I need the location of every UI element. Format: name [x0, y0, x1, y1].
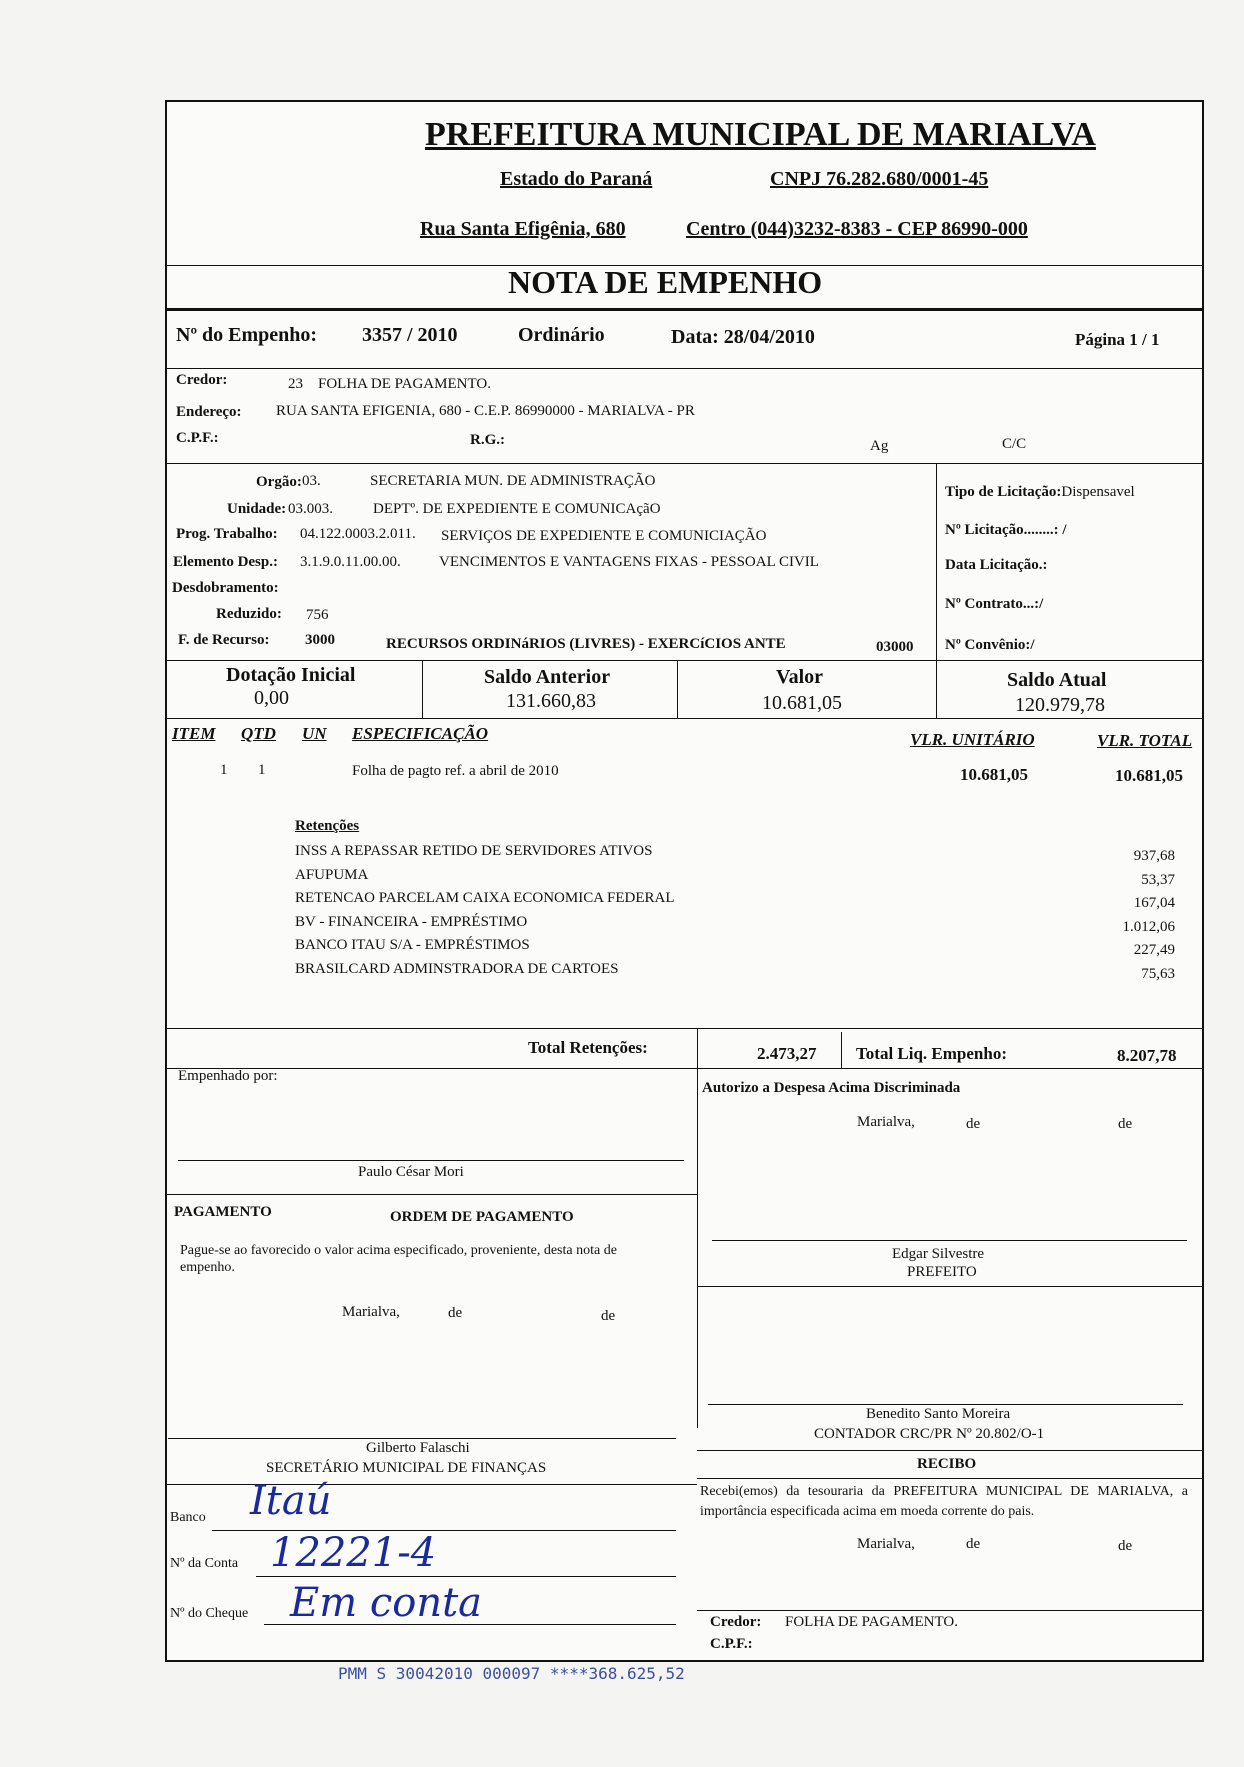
cheque-handwritten: Em conta	[290, 1580, 483, 1626]
credor-label: Credor:	[176, 372, 228, 388]
machine-stamp: PMM S 30042010 000097 ****368.625,52	[338, 1664, 685, 1683]
signer-moreira: Benedito Santo Moreira	[866, 1406, 1011, 1422]
reduzido-value: 756	[306, 607, 329, 623]
elemento-code: 3.1.9.0.11.00.00.	[300, 554, 401, 570]
valor-value: 10.681,05	[762, 692, 842, 714]
signer-silvestre-role: PREFEITO	[907, 1264, 977, 1280]
pagamento-label: PAGAMENTO	[174, 1204, 272, 1220]
ordem-pagamento-label: ORDEM DE PAGAMENTO	[390, 1209, 574, 1225]
recibo-de-1: de	[966, 1536, 981, 1552]
col-vlr-total: VLR. TOTAL	[1097, 731, 1193, 750]
item-unit-value: 10.681,05	[960, 765, 1028, 784]
empenhado-label: Empenhado por:	[178, 1068, 278, 1084]
address-label: Centro (044)3232-8383 - CEP 86990-000	[686, 218, 1028, 240]
credor-address: RUA SANTA EFIGENIA, 680 - C.E.P. 86990000 - MARIALVA - PR	[276, 403, 695, 419]
retencao-value: 937,68	[1133, 848, 1175, 864]
cc-label: C/C	[1002, 436, 1027, 452]
retencoes-title: Retenções	[295, 818, 360, 834]
prog-code: 04.122.0003.2.011.	[300, 526, 416, 542]
contrato-number: Nº Contrato...:/	[945, 596, 1044, 612]
retencao-name: BRASILCARD ADMINSTRADORA DE CARTOES	[295, 960, 619, 977]
street-label: Rua Santa Efigênia, 680	[420, 218, 626, 240]
signer-silvestre: Edgar Silvestre	[892, 1246, 985, 1262]
signer-mori: Paulo César Mori	[358, 1164, 464, 1180]
recibo-text: Recebi(emos) da tesouraria da PREFEITURA MUNICIPAL DE MARIALVA, a importância especificada acima em moeda corrente do pais.	[700, 1484, 1188, 1519]
right-de-2: de	[1118, 1116, 1133, 1132]
retencao-value: 75,63	[1141, 965, 1175, 982]
elemento-label: Elemento Desp.:	[173, 554, 278, 570]
elemento-name: VENCIMENTOS E VANTAGENS FIXAS - PESSOAL CIVIL	[439, 554, 819, 570]
retencao-name: INSS A REPASSAR RETIDO DE SERVIDORES ATIVOS	[295, 843, 653, 859]
recurso-code: 3000	[305, 632, 335, 648]
left-marialva: Marialva,	[342, 1304, 400, 1320]
retencao-value: 53,37	[1141, 871, 1175, 888]
banco-label: Banco	[170, 1510, 206, 1525]
item-qtd: 1	[258, 762, 266, 778]
recibo-credor-value: FOLHA DE PAGAMENTO.	[785, 1614, 958, 1630]
ag-label: Ag	[870, 438, 889, 454]
licitacao-date: Data Licitação.:	[945, 557, 1048, 573]
total-liquido-value: 8.207,78	[1117, 1046, 1177, 1065]
col-un: UN	[302, 724, 327, 743]
retencao-value: 167,04	[1133, 895, 1175, 911]
conta-handwritten: 12221-4	[270, 1530, 437, 1576]
recibo-credor-label: Credor:	[710, 1614, 762, 1630]
empenho-label: Nº do Empenho:	[176, 324, 318, 346]
total-retencoes-label: Total Retenções:	[528, 1038, 648, 1057]
saldo-anterior-label: Saldo Anterior	[484, 666, 611, 688]
address-field-label: Endereço:	[176, 404, 242, 420]
desdobramento-label: Desdobramento:	[172, 580, 279, 596]
recurso-name: RECURSOS ORDINáRIOS (LIVRES) - EXERCíCIOS ANTE	[386, 636, 786, 652]
col-vlr-unitario: VLR. UNITÁRIO	[910, 730, 1035, 749]
unidade-name: DEPTº. DE EXPEDIENTE E COMUNICAçãO	[373, 501, 661, 517]
pague-text: Pague-se ao favorecido o valor acima especificado, proveniente, desta nota de empenho.	[180, 1243, 617, 1275]
unidade-code: 03.003.	[288, 501, 333, 517]
retencao-name: BV - FINANCEIRA - EMPRÉSTIMO	[295, 913, 528, 930]
signer-moreira-role: CONTADOR CRC/PR Nº 20.802/O-1	[814, 1426, 1045, 1442]
unidade-label: Unidade:	[227, 501, 287, 517]
empenho-number: 3357 / 2010	[362, 324, 458, 346]
saldo-atual-label: Saldo Atual	[1007, 669, 1107, 691]
prog-name: SERVIÇOS DE EXPEDIENTE E COMUNICIAÇÃO	[441, 528, 767, 544]
col-qtd: QTD	[241, 724, 276, 743]
banco-handwritten: Itaú	[250, 1478, 332, 1524]
convenio-number: Nº Convênio:/	[945, 637, 1035, 653]
retencoes-list	[295, 840, 674, 981]
prog-label: Prog. Trabalho:	[176, 526, 278, 542]
col-item: ITEM	[172, 724, 216, 743]
col-especificacao: ESPECIFICAÇÃO	[352, 724, 489, 743]
item-total-value: 10.681,05	[1115, 766, 1183, 785]
orgao-code: 03.	[302, 473, 321, 489]
orgao-label: Orgão:	[256, 474, 302, 490]
retencoes-values	[1060, 845, 1175, 986]
empenho-date: Data: 28/04/2010	[671, 326, 815, 348]
page-title: PREFEITURA MUNICIPAL DE MARIALVA	[425, 116, 1096, 153]
state-label: Estado do Paraná	[500, 168, 653, 190]
recibo-title: RECIBO	[917, 1456, 977, 1472]
item-description: Folha de pagto ref. a abril de 2010	[352, 763, 559, 779]
item-number: 1	[220, 762, 228, 778]
conta-label: Nº da Conta	[170, 1556, 239, 1571]
retencao-value: 1.012,06	[1122, 918, 1175, 935]
total-retencoes-value: 2.473,27	[757, 1044, 817, 1063]
page-number: Página 1 / 1	[1075, 330, 1160, 349]
total-liquido-label: Total Liq. Empenho:	[856, 1044, 1007, 1063]
right-de-1: de	[966, 1116, 981, 1132]
left-de-1: de	[448, 1305, 463, 1321]
recurso-number: 03000	[876, 639, 914, 655]
signer-falaschi: Gilberto Falaschi	[366, 1440, 470, 1456]
left-de-2: de	[601, 1308, 616, 1324]
dotacao-label: Dotação Inicial	[226, 664, 356, 686]
recibo-de-2: de	[1118, 1538, 1133, 1554]
autorizo-label: Autorizo a Despesa Acima Discriminada	[702, 1080, 961, 1096]
document-title: NOTA DE EMPENHO	[508, 264, 823, 300]
rg-label: R.G.:	[470, 432, 505, 448]
dotacao-value: 0,00	[254, 687, 289, 709]
retencao-name: AFUPUMA	[295, 866, 369, 883]
credor-name: FOLHA DE PAGAMENTO.	[318, 376, 491, 392]
signer-falaschi-role: SECRETÁRIO MUNICIPAL DE FINANÇAS	[266, 1460, 547, 1476]
right-marialva: Marialva,	[857, 1114, 915, 1130]
licitacao-number: Nº Licitação........: /	[945, 522, 1067, 538]
retencao-value: 227,49	[1133, 942, 1175, 958]
cnpj-label: CNPJ 76.282.680/0001-45	[770, 168, 989, 190]
empenho-type: Ordinário	[518, 324, 605, 346]
valor-label: Valor	[776, 666, 824, 688]
retencao-name: BANCO ITAU S/A - EMPRÉSTIMOS	[295, 937, 530, 953]
cpf-label: C.P.F.:	[176, 430, 219, 446]
recurso-label: F. de Recurso:	[178, 632, 270, 648]
saldo-atual-value: 120.979,78	[1015, 694, 1105, 716]
recibo-cpf-label: C.P.F.:	[710, 1636, 753, 1652]
orgao-name: SECRETARIA MUN. DE ADMINISTRAÇÃO	[370, 473, 656, 489]
reduzido-label: Reduzido:	[216, 606, 282, 622]
retencao-name: RETENCAO PARCELAM CAIXA ECONOMICA FEDERAL	[295, 890, 675, 906]
tipo-licitacao-label: Tipo de Licitação:Dispensavel	[945, 484, 1135, 500]
cheque-label: Nº do Cheque	[170, 1606, 249, 1621]
recibo-marialva: Marialva,	[857, 1536, 915, 1552]
saldo-anterior-value: 131.660,83	[506, 690, 596, 712]
credor-code: 23	[288, 376, 303, 392]
